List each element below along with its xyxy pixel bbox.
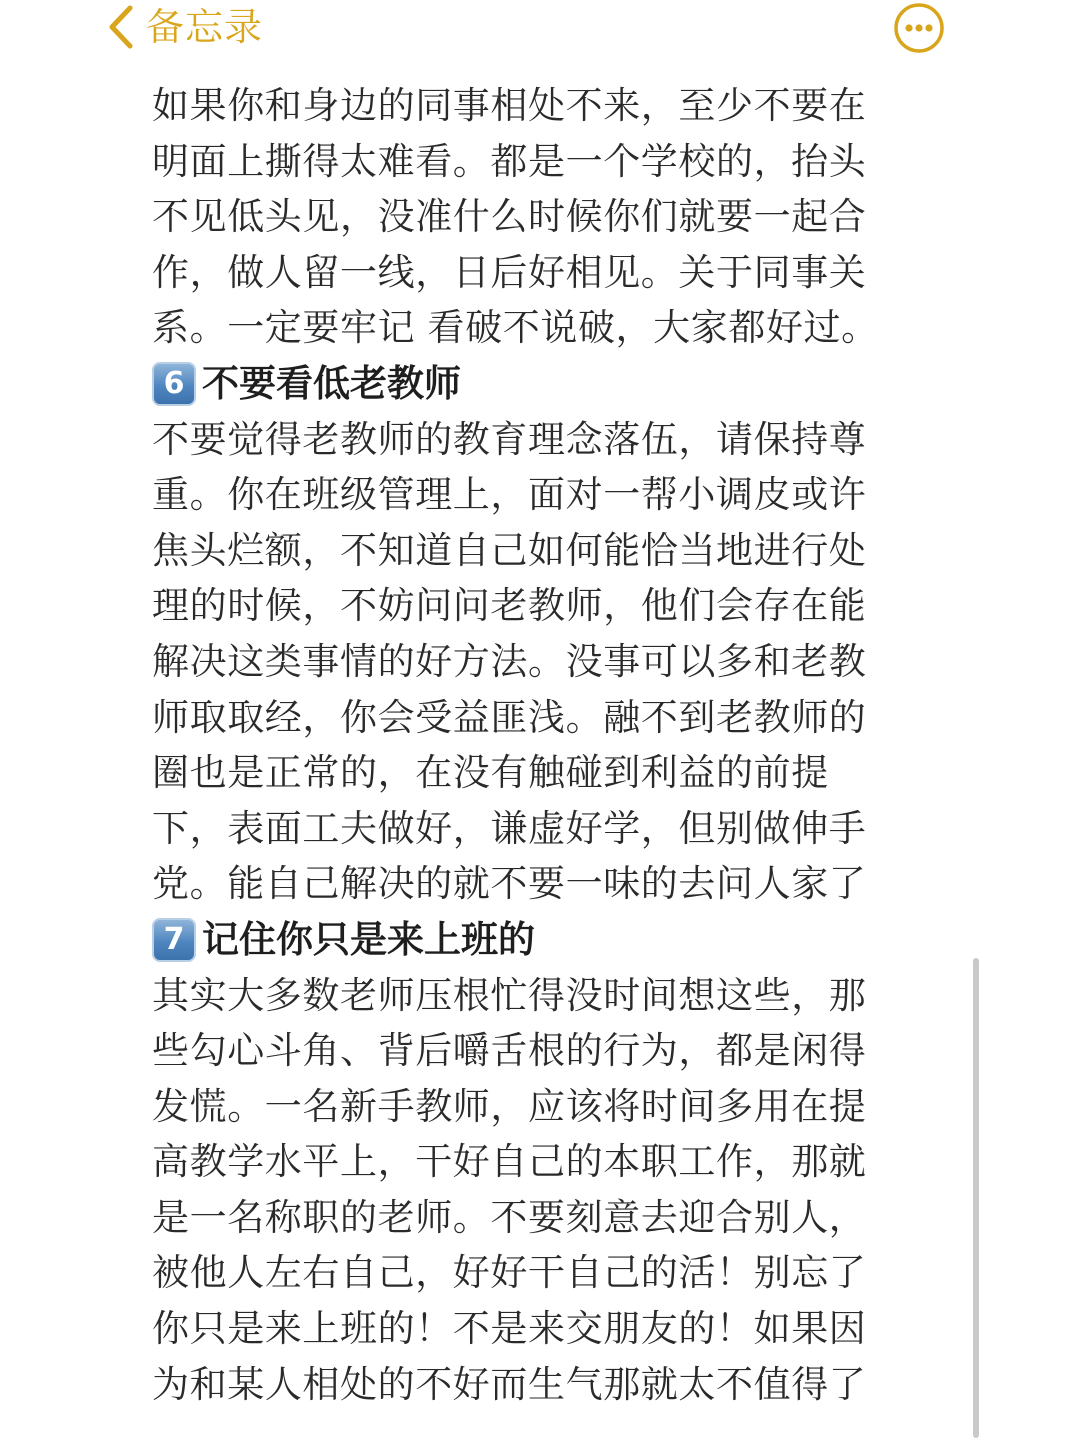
keycap-6-icon: 6 — [152, 362, 196, 406]
vertical-scrollbar[interactable] — [973, 958, 979, 1438]
text-line: 理的时候，不妨问问老教师，他们会存在能 — [152, 584, 867, 628]
text-line: 圈也是正常的，在没有触碰到利益的前提 — [152, 751, 829, 795]
section-heading-text: 不要看低老教师 — [202, 361, 461, 405]
chevron-left-icon — [108, 5, 134, 49]
keycap-7-icon: 7 — [152, 918, 196, 962]
section-heading-text: 记住你只是来上班的 — [202, 917, 535, 961]
text-line: 焦头烂额，不知道自己如何能恰当地进行处 — [152, 528, 867, 572]
text-line: 重。你在班级管理上，面对一帮小调皮或许 — [152, 473, 867, 517]
note-body[interactable] — [152, 78, 912, 1412]
text-line: 不见低头见，没准什么时候你们就要一起合 — [152, 195, 867, 239]
text-line: 党。能自己解决的就不要一味的去问人家了 — [152, 862, 867, 906]
section-heading-7 — [152, 912, 912, 968]
more-options-button[interactable] — [893, 2, 945, 54]
text-line: 为和某人相处的不好而生气那就太不值得了 — [152, 1362, 867, 1406]
text-line: 其实大多数老师压根忙得没时间想这些，那 — [152, 973, 867, 1017]
section-heading-6 — [152, 356, 912, 412]
text-line: 你只是来上班的！不是来交朋友的！如果因 — [152, 1307, 867, 1351]
text-line: 被他人左右自己，好好干自己的活！别忘了 — [152, 1251, 867, 1295]
navigation-bar — [0, 0, 1080, 60]
text-line: 师取取经，你会受益匪浅。融不到老教师的 — [152, 695, 867, 739]
back-label: 备忘录 — [146, 5, 264, 49]
text-line: 发慌。一名新手教师，应该将时间多用在提 — [152, 1084, 867, 1128]
text-line: 下，表面工夫做好，谦虚好学，但别做伸手 — [152, 806, 867, 850]
text-line: 不要觉得老教师的教育理念落伍，请保持尊 — [152, 417, 867, 461]
text-line: 如果你和身边的同事相处不来，至少不要在 — [152, 84, 867, 127]
text-line: 解决这类事情的好方法。没事可以多和老教 — [152, 639, 867, 683]
text-line: 高教学水平上，干好自己的本职工作，那就 — [152, 1140, 867, 1184]
text-line: 是一名称职的老师。不要刻意去迎合别人， — [152, 1195, 867, 1239]
text-line: 明面上撕得太难看。都是一个学校的，抬头 — [152, 139, 867, 183]
more-icon — [893, 2, 945, 54]
text-line: 系。一定要牢记 看破不说破，大家都好过。 — [152, 306, 879, 350]
text-line: 作，做人留一线，日后好相见。关于同事关 — [152, 250, 867, 294]
text-line: 些勾心斗角、背后嚼舌根的行为，都是闲得 — [152, 1029, 867, 1073]
back-button[interactable] — [108, 2, 263, 52]
